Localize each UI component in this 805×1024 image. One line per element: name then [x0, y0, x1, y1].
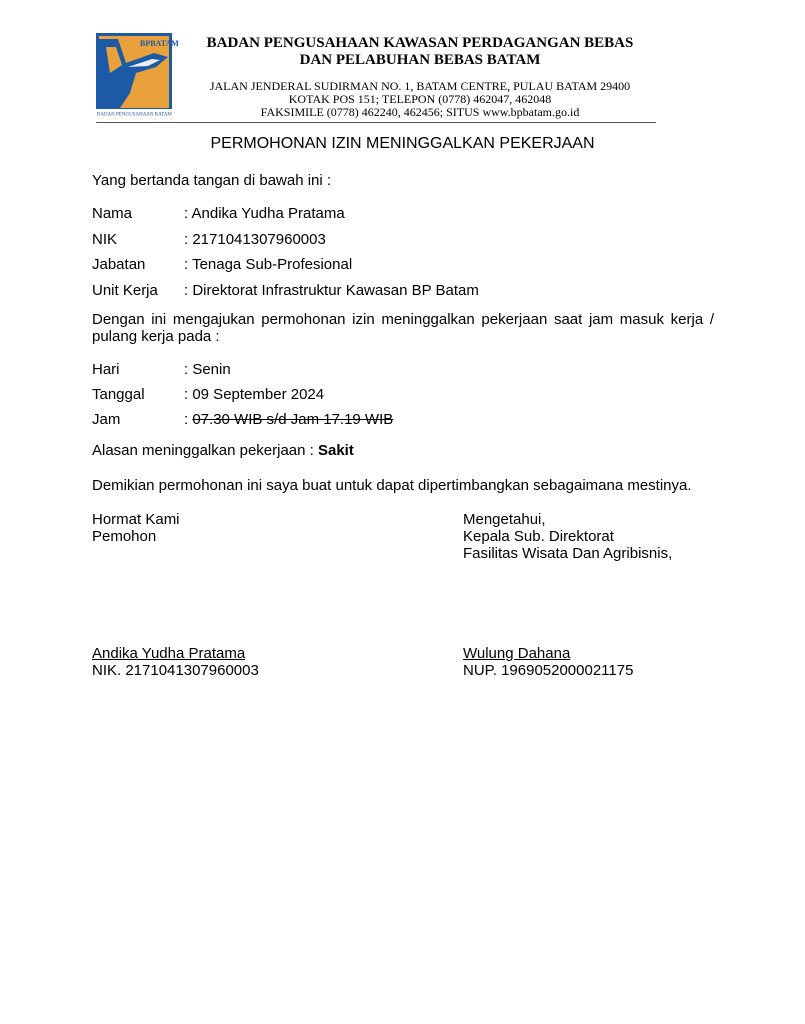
letterhead-divider	[96, 122, 656, 123]
left-signature-id: NIK. 2171041307960003	[92, 662, 259, 679]
closing-text: Demikian permohonan ini saya buat untuk dapat dipertimbangkan sebagaimana mestinya.	[92, 477, 692, 494]
address-line1: JALAN JENDERAL SUDIRMAN NO. 1, BATAM CENTRE, PULAU BATAM 29400	[209, 79, 631, 93]
organization-name	[180, 35, 660, 69]
reason-value: Sakit	[317, 442, 354, 459]
request-paragraph: Dengan ini mengajukan permohonan izin meninggalkan pekerjaan saat jam masuk kerja / pulang kerja pada :	[92, 311, 714, 345]
organization-name-line1: BADAN PENGUSAHAAN KAWASAN PERDAGANGAN BEBAS	[206, 35, 634, 51]
right-signature-role-line1: Kepala Sub. Direktorat	[463, 528, 614, 545]
organization-name-line2: DAN PELABUHAN BEBAS BATAM	[299, 52, 541, 68]
date-value: : 09 September 2024	[184, 386, 325, 403]
reason-row	[92, 442, 354, 459]
right-signature-name: Wulung Dahana	[463, 645, 571, 662]
nik-label: NIK	[92, 231, 118, 248]
day-value: : Senin	[184, 361, 231, 378]
name-label: Nama	[92, 205, 133, 222]
organization-address	[180, 80, 660, 119]
address-line2: KOTAK POS 151; TELEPON (0778) 462047, 462048	[288, 92, 552, 106]
right-signature-id: NUP. 1969052000021175	[463, 662, 634, 679]
right-signature-greeting: Mengetahui,	[463, 511, 546, 528]
name-value: : Andika Yudha Pratama	[184, 205, 345, 222]
intro-text: Yang bertanda tangan di bawah ini :	[92, 172, 332, 189]
time-value: 07.30 WIB s/d Jam 17.19 WIB	[192, 411, 394, 428]
bp-batam-logo	[96, 33, 179, 118]
reason-label: Alasan meninggalkan pekerjaan :	[92, 442, 318, 459]
unit-value: : Direktorat Infrastruktur Kawasan BP Batam	[184, 282, 479, 299]
left-signature-name: Andika Yudha Pratama	[92, 645, 246, 662]
time-colon: :	[184, 411, 193, 428]
logo-emblem-icon	[96, 33, 179, 118]
left-signature-greeting: Hormat Kami	[92, 511, 180, 528]
document-title: PERMOHONAN IZIN MENINGGALKAN PEKERJAAN	[210, 135, 595, 152]
date-label: Tanggal	[92, 386, 145, 403]
position-label: Jabatan	[92, 256, 146, 273]
svg-text:BPBATAM: BPBATAM	[140, 39, 179, 48]
left-signature-role: Pemohon	[92, 528, 157, 545]
day-label: Hari	[92, 361, 120, 378]
unit-label: Unit Kerja	[92, 282, 158, 299]
svg-text:BADAN PENGUSAHAAN BATAM: BADAN PENGUSAHAAN BATAM	[97, 112, 172, 118]
time-label: Jam	[92, 411, 121, 428]
right-signature-role-line2: Fasilitas Wisata Dan Agribisnis,	[463, 545, 673, 562]
time-row	[184, 411, 393, 428]
address-line3: FAKSIMILE (0778) 462240, 462456; SITUS www.bpbatam.go.id	[260, 105, 580, 119]
nik-value: : 2171041307960003	[184, 231, 326, 248]
position-value: : Tenaga Sub-Profesional	[184, 256, 353, 273]
